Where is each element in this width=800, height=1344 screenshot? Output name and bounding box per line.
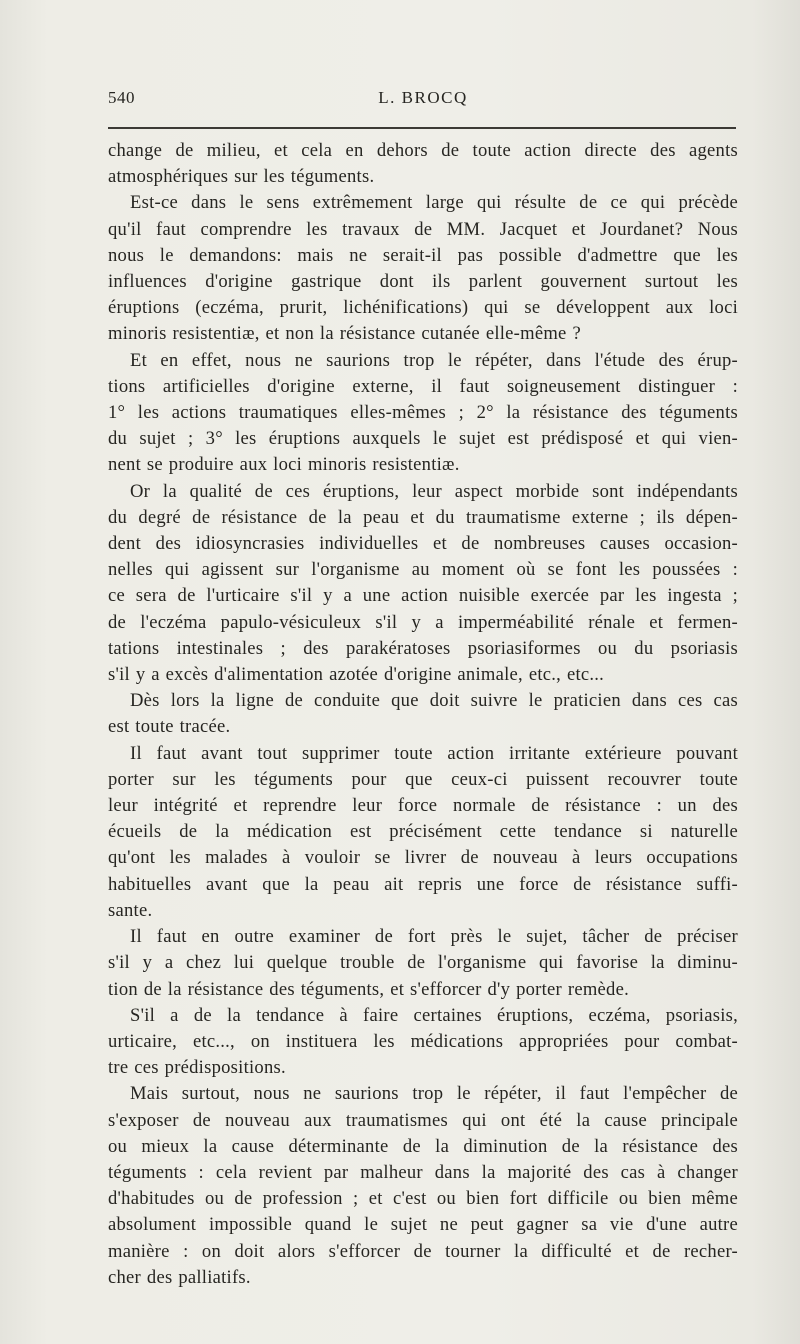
text-line: Il faut avant tout supprimer toute action irritante extérieure pouvant	[130, 742, 738, 764]
text-line: éruptions (eczéma, prurit, lichénifications) qui se développent aux loci	[108, 297, 738, 319]
text-line: Est-ce dans le sens extrêmement large qui résulte de ce qui précède	[130, 192, 738, 214]
text-line: Or la qualité de ces éruptions, leur aspect morbide sont indépendants	[130, 480, 738, 502]
text-line: habituelles avant que la peau ait repris une force de résistance suffi-	[108, 873, 738, 895]
text-line: Mais surtout, nous ne saurions trop le répéter, il faut l'empêcher de	[130, 1083, 738, 1105]
text-line: tion de la résistance des téguments, et s'efforcer d'y porter remède.	[108, 978, 629, 1000]
body-text	[108, 138, 738, 1291]
text-line: tre ces prédispositions.	[108, 1057, 286, 1079]
text-line: tations intestinales ; des parakératoses psoriasiformes ou du psoriasis	[108, 637, 738, 659]
text-line: urticaire, etc..., on instituera les médications appropriées pour combat-	[108, 1030, 738, 1052]
text-line: téguments : cela revient par malheur dans la majorité des cas à changer	[108, 1161, 738, 1183]
text-line: dent des idiosyncrasies individuelles et de nombreuses causes occasion-	[108, 533, 738, 555]
text-line: ou mieux la cause déterminante de la diminution de la résistance des	[108, 1135, 738, 1157]
text-line: qu'il faut comprendre les travaux de MM. Jacquet et Jourdanet? Nous	[108, 218, 738, 240]
running-head	[108, 88, 738, 112]
text-line: est toute tracée.	[108, 716, 231, 738]
text-line: tions artificielles d'origine externe, il faut soigneusement distinguer :	[108, 375, 738, 397]
text-line: cher des palliatifs.	[108, 1266, 251, 1288]
text-line: Et en effet, nous ne saurions trop le répéter, dans l'étude des érup-	[130, 349, 738, 371]
page-number: 540	[108, 88, 135, 107]
text-line: nent se produire aux loci minoris resistentiæ.	[108, 454, 460, 476]
text-line: absolument impossible quand le sujet ne peut gagner sa vie d'une autre	[108, 1214, 738, 1236]
text-line: ce sera de l'urticaire s'il y a une action nuisible exercée par les ingesta ;	[108, 585, 738, 607]
text-line: nous le demandons: mais ne serait-il pas possible d'admettre que les	[108, 244, 738, 266]
text-line: de l'eczéma papulo-vésiculeux s'il y a imperméabilité rénale et fermen-	[108, 611, 738, 633]
text-line: qu'ont les malades à vouloir se livrer de nouveau à leurs occupations	[108, 847, 738, 869]
text-line: d'habitudes ou de profession ; et c'est ou bien fort difficile ou bien même	[108, 1188, 738, 1210]
text-line: manière : on doit alors s'efforcer de tourner la difficulté et de recher-	[108, 1240, 738, 1262]
text-line: Il faut en outre examiner de fort près le sujet, tâcher de préciser	[130, 926, 738, 948]
text-line: s'il y a excès d'alimentation azotée d'origine animale, etc., etc...	[108, 664, 605, 686]
text-line: minoris resistentiæ, et non la résistance cutanée elle-même ?	[108, 323, 581, 345]
text-line: influences d'origine gastrique dont ils parlent gouvernent surtout les	[108, 271, 738, 293]
text-line: du degré de résistance de la peau et du traumatisme externe ; ils dépen-	[108, 506, 738, 528]
text-line: 1° les actions traumatiques elles-mêmes ; 2° la résistance des téguments	[108, 402, 738, 424]
text-line: porter sur les téguments pour que ceux-ci puissent recouvrer toute	[108, 768, 738, 790]
text-line: change de milieu, et cela en dehors de toute action directe des agents	[108, 140, 738, 161]
text-line: S'il a de la tendance à faire certaines éruptions, eczéma, psoriasis,	[130, 1004, 738, 1026]
text-line: leur intégrité et reprendre leur force normale de résistance : un des	[108, 795, 738, 817]
text-line: nelles qui agissent sur l'organisme au moment où se font les poussées :	[108, 559, 738, 581]
text-line: Dès lors la ligne de conduite que doit suivre le praticien dans ces cas	[130, 690, 738, 712]
running-title-author: L. BROCQ	[378, 88, 468, 107]
text-line: s'exposer de nouveau aux traumatismes qui ont été la cause principale	[108, 1109, 738, 1131]
text-line: atmosphériques sur les téguments.	[108, 166, 375, 188]
text-line: s'il y a chez lui quelque trouble de l'organisme qui favorise la diminu-	[108, 952, 738, 974]
text-line: sante.	[108, 899, 153, 921]
header-rule	[108, 127, 736, 129]
text-line: écueils de la médication est précisément cette tendance si naturelle	[108, 821, 738, 843]
text-line: du sujet ; 3° les éruptions auxquels le sujet est prédisposé et qui vien-	[108, 428, 738, 450]
